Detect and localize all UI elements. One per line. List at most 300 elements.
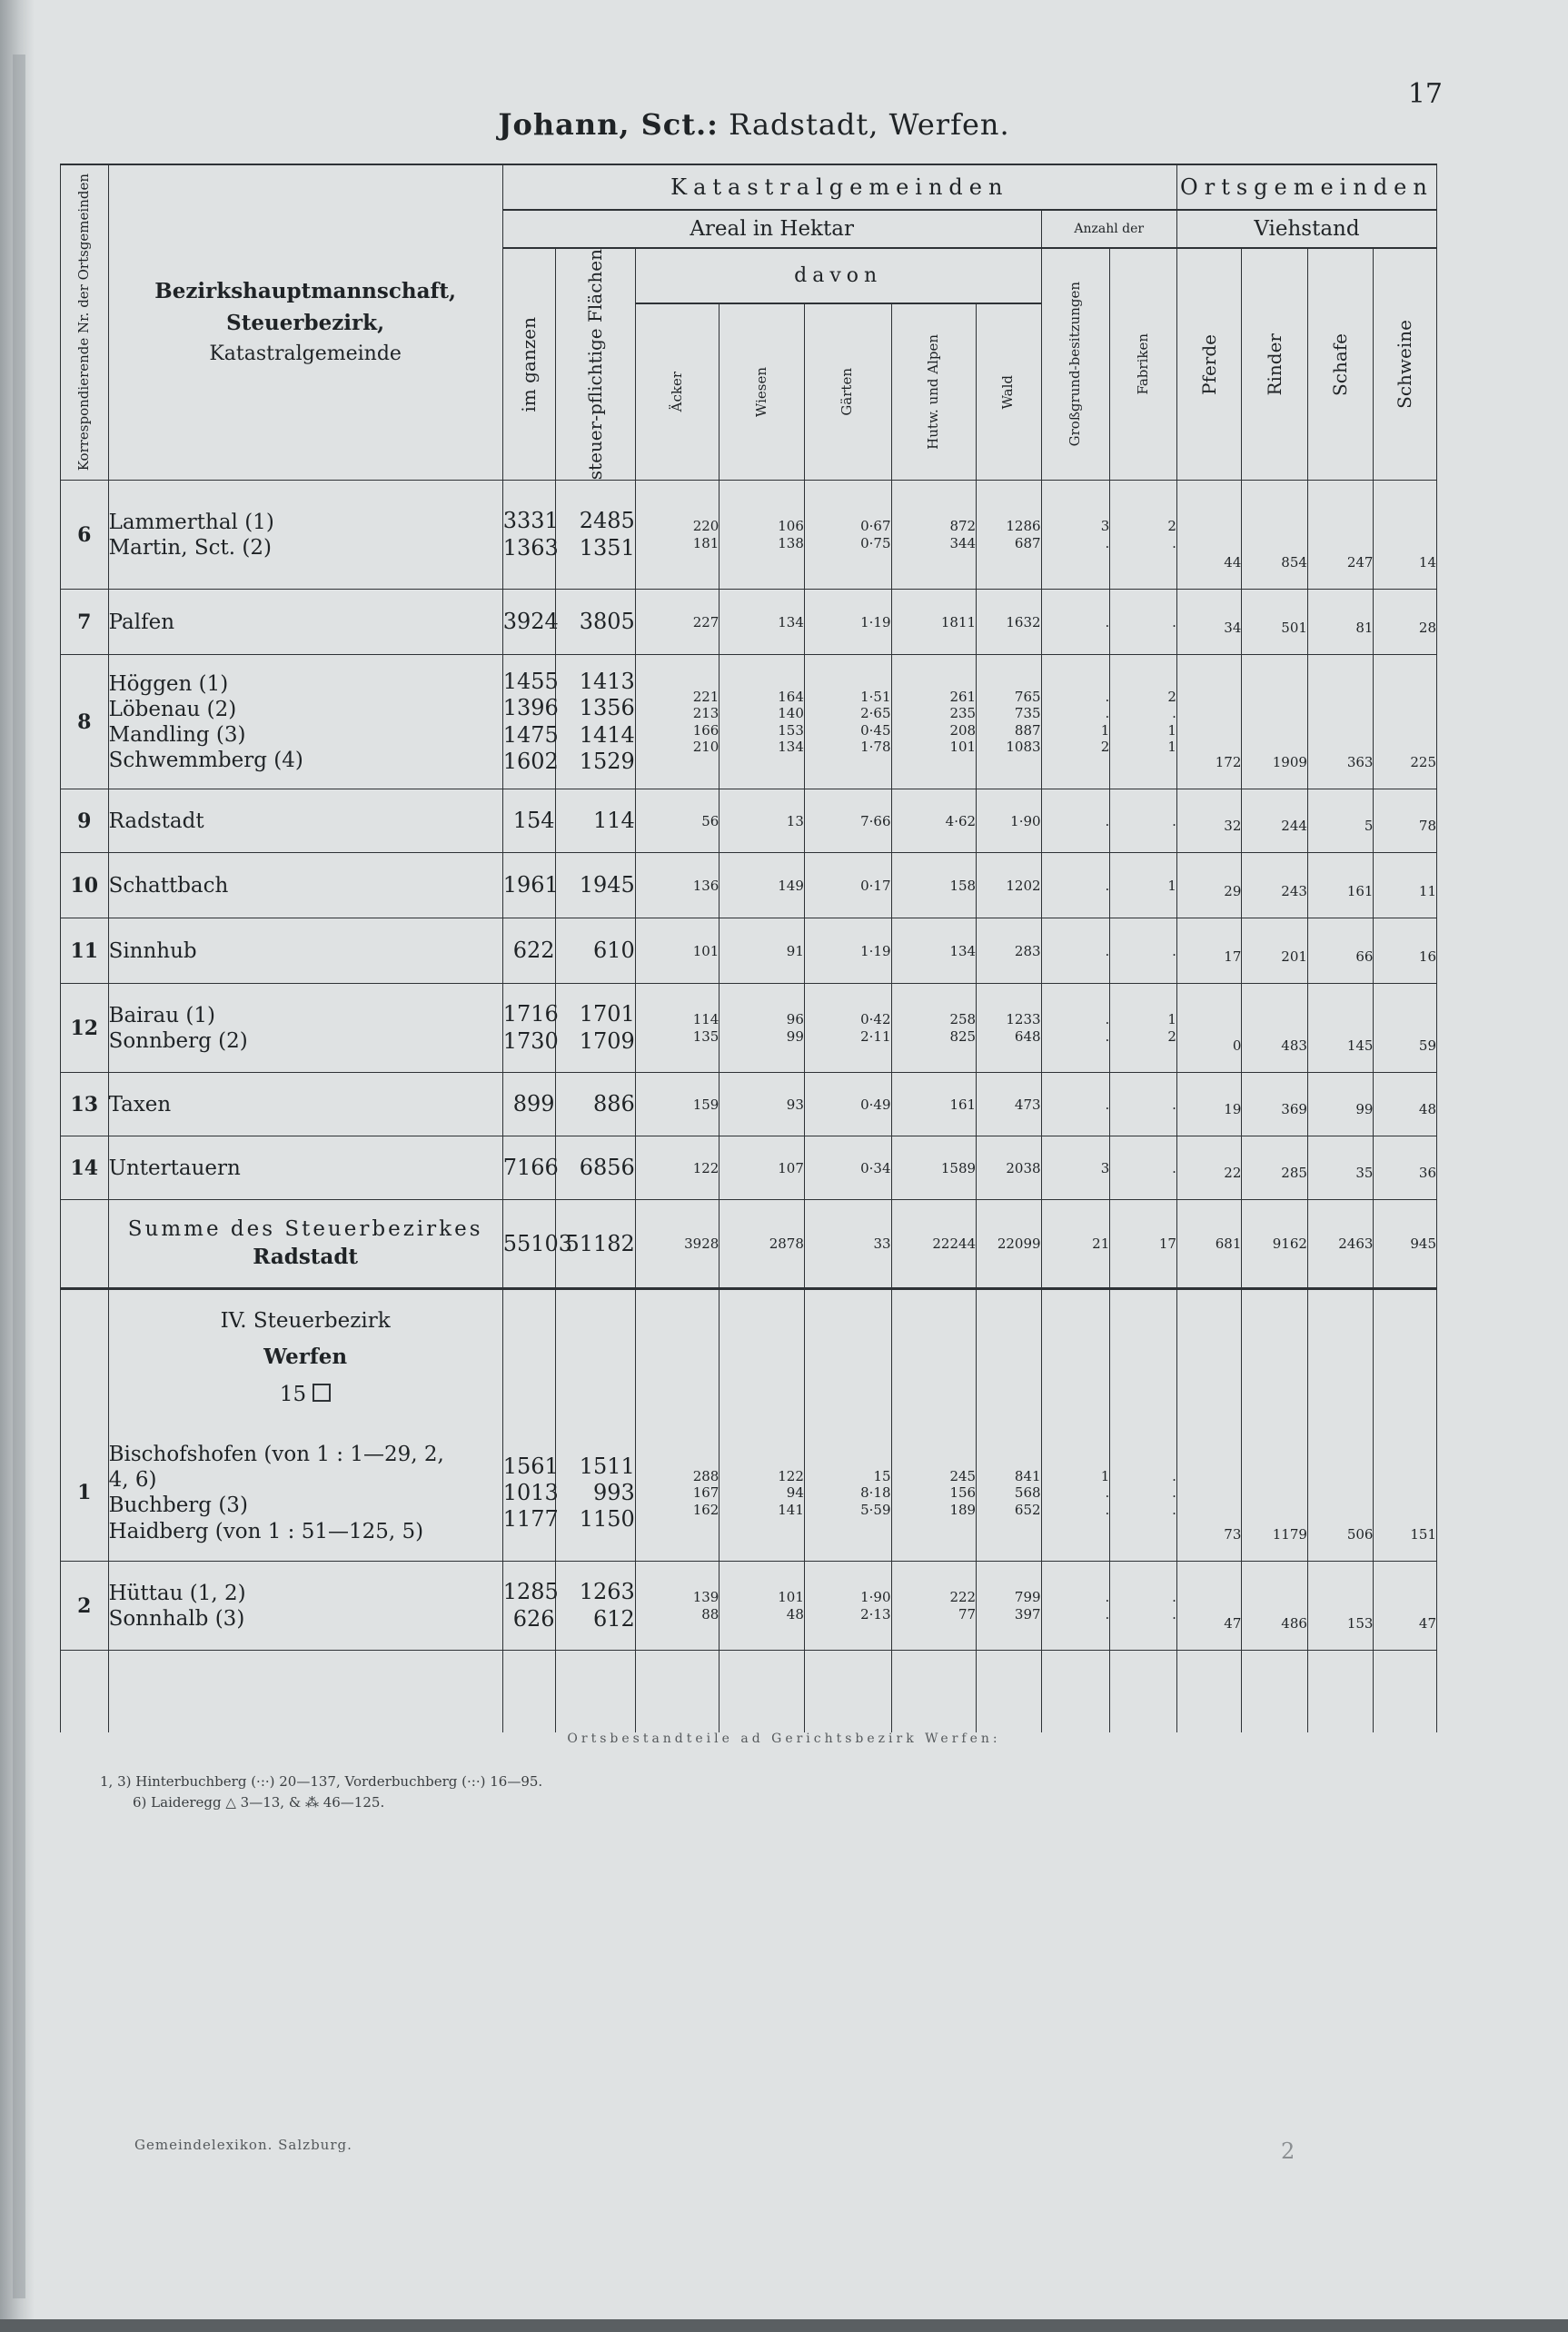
cell-line: 164 [778,689,804,706]
wald-header: Wald [977,303,1041,481]
cell-im [502,789,555,853]
cell-st [555,1562,635,1651]
cell-line: . [1172,1501,1176,1518]
cell-fa [1110,789,1177,853]
schafe-header: Schafe [1307,248,1374,481]
table-row [61,590,1437,655]
cell-ga [804,984,891,1073]
cell-sc: 153 [1307,1562,1374,1651]
cell-line: 141 [778,1501,804,1518]
cell-ga [804,853,891,918]
cell-line: 220 [692,518,719,535]
cell-ac [635,481,719,590]
cell-im [502,984,559,1073]
cell-st [555,1136,635,1200]
cell-pf: 44 [1176,481,1241,590]
cell-line: . [1105,705,1110,722]
korr-header: Korrespondierende Nr. der Ortsgemeinden [61,164,109,481]
cell-line: . [1105,1501,1110,1518]
cell-line: Mandling (3) [108,722,246,747]
cell-wi [719,918,805,984]
cell-line: 159 [692,1096,719,1113]
cell-line: 210 [692,739,719,756]
cell-line: 13 [786,812,804,829]
cell-line: 94 [786,1484,804,1502]
cell-line: 1 [1167,739,1176,756]
katastral-header: Katastralgemeinden [502,164,1176,210]
cell-line: 825 [949,1027,977,1045]
wiesen-header: Wiesen [719,303,805,481]
cell-wi [719,481,805,590]
cell-gr [1041,1425,1110,1562]
cell-line: 8·18 [860,1484,891,1502]
cell-ac [635,918,719,984]
sum-im-ganzen: 55103 [502,1200,555,1289]
cell-line: 189 [949,1501,977,1518]
cell-line: . [1172,1096,1176,1113]
cell-line: . [1105,1011,1110,1028]
cell-fa [1110,918,1177,984]
cell-line: 0·67 [860,518,891,535]
sum-rinder: 9162 [1242,1200,1308,1289]
cell-line: 687 [1014,534,1041,551]
cell-im [502,1425,559,1562]
rinder-header: Rinder [1242,248,1308,481]
cell-st [555,1073,635,1136]
katastral-names [108,1425,502,1562]
cell-line: 1150 [579,1506,635,1533]
orts-header: Ortsgemeinden [1176,164,1436,210]
cell-line: 1286 [1006,518,1041,535]
cell-sc: 99 [1307,1073,1374,1136]
sum-label: Summe des Steuerbezirkes Radstadt [108,1200,502,1289]
cell-line: 1701 [579,1001,635,1027]
cell-line: Schwemmberg (4) [108,748,303,772]
cell-line: 0·42 [860,1011,891,1028]
cell-line: 107 [778,1159,804,1176]
cell-line: 1356 [579,695,635,721]
cell-st [555,1425,635,1562]
cell-line: 799 [1014,1589,1041,1606]
cell-wi [719,1073,805,1136]
cell-ac [635,655,719,789]
cell-line: 96 [786,1011,804,1028]
cell-line: 134 [778,613,804,630]
cell-line: 1396 [502,695,559,721]
cell-line: 1413 [579,669,635,695]
sum-section [61,1200,1437,1289]
cell-line: . [1105,812,1110,829]
cell-line: 101 [949,739,977,756]
row-number: 10 [61,853,109,918]
katastral-names [108,1136,502,1200]
cell-line: 134 [778,739,804,756]
cell-line: 181 [692,534,719,551]
cell-line: 6856 [579,1155,635,1181]
cell-sw: 78 [1374,789,1437,853]
cell-line: 2·65 [860,705,891,722]
footnote-line-1: 1, 3) Hinterbuchberg (·:·) 20—137, Vorderbuchberg (·:·) 16—95. [100,1773,543,1790]
cell-line: . [1172,1589,1176,1606]
cell-sw: 47 [1374,1562,1437,1651]
gross-header: Großgrund-besitzungen [1041,248,1110,481]
cell-line: 15 [873,1468,891,1485]
cell-line: 136 [692,877,719,894]
cell-pf: 47 [1176,1562,1241,1651]
cell-wa [977,655,1041,789]
cell-hu [891,481,977,590]
cell-line: 7166 [502,1155,559,1181]
cell-line: 872 [949,518,977,535]
cell-line: 48 [786,1605,804,1622]
cell-line: Palfen [108,610,175,634]
cell-gr [1041,789,1110,853]
cell-hu [891,1073,977,1136]
cell-line: 134 [949,942,977,959]
cell-line: 3924 [502,609,559,635]
cell-fa [1110,1562,1177,1651]
row-number: 8 [61,655,109,789]
cell-line: 3331 [502,508,559,534]
cell-hu [891,590,977,655]
cell-line: Buchberg (3) [108,1493,248,1518]
cell-line: . [1172,705,1176,722]
cell-line: 5·59 [860,1501,891,1518]
cell-wa [977,1136,1041,1200]
cell-line: 1·51 [860,689,891,706]
cell-ri: 486 [1242,1562,1308,1651]
cell-im [502,655,559,789]
cell-line: 0·45 [860,721,891,739]
cell-ri: 201 [1242,918,1308,984]
statistics-table [60,164,1437,1732]
row-number: 13 [61,1073,109,1136]
cell-pf: 0 [1176,984,1241,1073]
cell-line: 2·13 [860,1605,891,1622]
cell-line: 1730 [502,1027,559,1054]
cell-sw: 28 [1374,590,1437,655]
steuer-header: steuer-pflichtige Flächen [555,248,635,481]
cell-line: . [1105,1589,1110,1606]
cell-line: 1013 [502,1479,559,1505]
cell-line: 153 [778,721,804,739]
schweine-header: Schweine [1374,248,1437,481]
table-row [61,655,1437,789]
cell-hu [891,655,977,789]
district-code: 15 [279,1382,307,1406]
bezirk-header: Bezirkshauptmannschaft, Steuerbezirk, Katastralgemeinde [108,164,502,481]
cell-line: . [1105,613,1110,630]
cell-ga [804,1562,891,1651]
cell-sc: 363 [1307,655,1374,789]
cell-sc: 66 [1307,918,1374,984]
cell-st [555,655,635,789]
row-number: 2 [61,1562,109,1651]
sum-schweine: 945 [1374,1200,1437,1289]
row-number: 11 [61,918,109,984]
viehstand-header: Viehstand [1176,210,1436,248]
katastral-names [108,1562,502,1651]
werfen-rows [61,1425,1437,1651]
cell-ac [635,1073,719,1136]
cell-wa [977,918,1041,984]
sum-hutw: 22244 [891,1200,977,1289]
cell-wi [719,1425,805,1562]
cell-line: 135 [692,1027,719,1045]
table-row [61,918,1437,984]
cell-hu [891,853,977,918]
cell-line: Schattbach [108,873,229,898]
cell-sw: 59 [1374,984,1437,1073]
cell-line: 1 [1167,877,1176,894]
cell-line: 106 [778,518,804,535]
katastral-names [108,655,502,789]
cell-line: 1351 [579,534,635,561]
cell-line: 258 [949,1011,977,1028]
cell-gr [1041,655,1110,789]
cell-line: . [1105,534,1110,551]
cell-line: 1·19 [860,942,891,959]
cell-sc: 35 [1307,1136,1374,1200]
cell-ri: 369 [1242,1073,1308,1136]
cell-line: 0·49 [860,1096,891,1113]
cell-line: 610 [593,938,635,964]
radstadt-rows [61,481,1437,1200]
cell-st [555,984,635,1073]
cell-line: 288 [692,1468,719,1485]
cell-line: 156 [949,1484,977,1502]
table-row [61,1136,1437,1200]
table-row [61,984,1437,1073]
cell-line: 2 [1100,739,1110,756]
cell-line: 283 [1014,942,1041,959]
cell-line: . [1172,534,1176,551]
cell-sw: 16 [1374,918,1437,984]
footnote-lines [100,1771,542,1814]
running-head [0,107,1508,142]
katastral-names [108,789,502,853]
cell-line: 122 [692,1159,719,1176]
cell-sw: 14 [1374,481,1437,590]
row-number: 9 [61,789,109,853]
cell-hu [891,984,977,1073]
cell-line: 149 [778,877,804,894]
cell-line: 2 [1167,518,1176,535]
sum-nr-cell [61,1200,109,1289]
cell-line: Bairau (1) [108,1003,215,1027]
sum-gross: 21 [1041,1200,1110,1289]
cell-hu [891,789,977,853]
katastral-names [108,1073,502,1136]
cell-pf: 17 [1176,918,1241,984]
cell-line: 208 [949,721,977,739]
cell-line: 114 [692,1011,719,1028]
cell-line: 2 [1167,1027,1176,1045]
cell-ri: 1909 [1242,655,1308,789]
cell-line: 140 [778,705,804,722]
publisher-line: Gemeindelexikon. Salzburg. [134,2137,352,2153]
cell-wi [719,984,805,1073]
cell-ga [804,789,891,853]
cell-sc: 161 [1307,853,1374,918]
sheet-mark: 2 [1281,2138,1295,2164]
cell-gr [1041,1073,1110,1136]
cell-line: . [1172,1159,1176,1176]
cell-hu [891,918,977,984]
cell-gr [1041,853,1110,918]
cell-gr [1041,481,1110,590]
cell-line: . [1105,689,1110,706]
cell-fa [1110,984,1177,1073]
cell-sc: 247 [1307,481,1374,590]
cell-line: 2·11 [860,1027,891,1045]
cell-line: . [1105,877,1110,894]
cell-line: . [1105,1027,1110,1045]
cell-gr [1041,984,1110,1073]
cell-st [555,918,635,984]
cell-line: 2038 [1006,1159,1041,1176]
row-number: 6 [61,481,109,590]
cell-line: 114 [593,808,635,834]
cell-gr [1041,918,1110,984]
cell-line: 91 [786,942,804,959]
sum-gaerten: 33 [804,1200,891,1289]
cell-sw: 36 [1374,1136,1437,1200]
cell-line: 88 [701,1605,719,1622]
cell-line: 648 [1014,1027,1041,1045]
footnote-line-2: 6) Laideregg △ 3—13, & ⁂ 46—125. [133,1794,385,1811]
sum-steuer: 51182 [555,1200,635,1289]
sum-pferde: 681 [1176,1200,1241,1289]
cell-ac [635,1562,719,1651]
cell-fa [1110,590,1177,655]
table-row [61,1073,1437,1136]
cell-im [502,918,555,984]
cell-line: 167 [692,1484,719,1502]
cell-im [502,1562,559,1651]
cell-ga [804,481,891,590]
cell-line: Sonnberg (2) [108,1028,248,1053]
cell-line: 99 [786,1027,804,1045]
cell-line: 1 [1100,1468,1110,1485]
cell-line: 1363 [502,534,559,561]
cell-line: . [1172,613,1176,630]
cell-line: 1602 [502,748,559,774]
cell-line: . [1172,942,1176,959]
cell-line: . [1172,1605,1176,1622]
cell-pf: 29 [1176,853,1241,918]
cell-line: 1 [1100,721,1110,739]
running-head-rest: Radstadt, Werfen. [718,107,1010,142]
cell-hu [891,1562,977,1651]
cell-line: 1561 [502,1453,559,1479]
cell-sc: 506 [1307,1425,1374,1562]
cell-ri: 285 [1242,1136,1308,1200]
cell-wi [719,590,805,655]
cell-wa [977,984,1041,1073]
cell-st [555,789,635,853]
cell-ac [635,590,719,655]
cell-line: . [1172,1468,1176,1485]
cell-line: 222 [949,1589,977,1606]
cell-ri: 483 [1242,984,1308,1073]
cell-line: 2485 [579,508,635,534]
cell-ga [804,655,891,789]
cell-line: 735 [1014,705,1041,722]
hutw-header: Hutw. und Alpen [891,303,977,481]
table-row [61,1562,1437,1651]
cell-line: 899 [512,1091,555,1117]
cell-line: 0·17 [860,877,891,894]
cell-wi [719,1136,805,1200]
cell-wi [719,655,805,789]
cell-line: 77 [958,1605,977,1622]
cell-ac [635,1136,719,1200]
sum-acker: 3928 [635,1200,719,1289]
row-number: 12 [61,984,109,1073]
cell-line: 227 [692,613,719,630]
cell-line: 101 [692,942,719,959]
cell-line: Haidberg (von 1 : 51—125, 5) [108,1519,424,1543]
cell-line: Taxen [108,1092,172,1116]
cell-line: 261 [949,689,977,706]
cell-wi [719,789,805,853]
cell-line: 397 [1014,1605,1041,1622]
cell-line: 886 [593,1091,635,1117]
acker-header: Äcker [635,303,719,481]
cell-line: 1811 [940,613,977,630]
cell-gr [1041,1136,1110,1200]
fabriken-header: Fabriken [1110,248,1177,481]
cell-line: 138 [778,534,804,551]
cell-line: 139 [692,1589,719,1606]
cell-pf: 19 [1176,1073,1241,1136]
district-title: IV. Steuerbezirk [220,1309,391,1334]
cell-line: 1 [1167,721,1176,739]
cell-im [502,1136,559,1200]
cell-ri: 1179 [1242,1425,1308,1562]
district-heading [108,1289,502,1425]
cell-line: . [1105,942,1110,959]
sum-fabriken: 17 [1110,1200,1177,1289]
cell-sw: 48 [1374,1073,1437,1136]
cell-line: 3 [1100,1159,1110,1176]
cell-line: 1961 [502,872,559,898]
cell-sc: 5 [1307,789,1374,853]
katastral-names [108,853,502,918]
cell-wi [719,1562,805,1651]
cell-line: 0·75 [860,534,891,551]
cell-sw: 151 [1374,1425,1437,1562]
cell-line: 473 [1014,1096,1041,1113]
cell-ga [804,1136,891,1200]
cell-sw: 11 [1374,853,1437,918]
cell-line: 841 [1014,1468,1041,1485]
cell-line: 235 [949,705,977,722]
cell-line: 887 [1014,721,1041,739]
sum-wald: 22099 [977,1200,1041,1289]
cell-line: 1202 [1006,877,1041,894]
cell-ri: 501 [1242,590,1308,655]
cell-line: 1529 [579,748,635,774]
cell-line: 993 [593,1479,635,1505]
scan-bottom-edge [0,2319,1568,2332]
page-number: 17 [1407,78,1443,110]
cell-line: 3805 [579,609,635,635]
cell-line: 344 [949,534,977,551]
cell-ac [635,984,719,1073]
cell-ga [804,1425,891,1562]
